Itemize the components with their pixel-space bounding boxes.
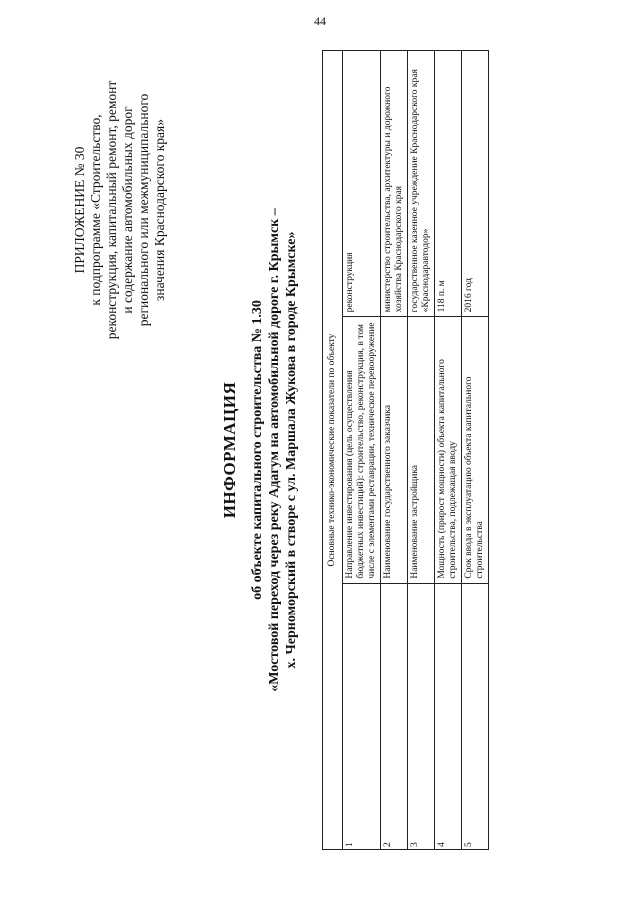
row-number: 3: [408, 583, 435, 849]
appendix-line: значения Краснодарского края»: [152, 119, 167, 301]
row-value: государственное казенное учреждение Краснодарского края «Краснодаравтодор»: [408, 51, 435, 317]
row-name: Срок ввода в эксплуатацию объекта капитального строительства: [462, 317, 489, 583]
row-name: Мощность (прирост мощности) объекта капитального строительства, подлежащая вводу: [435, 317, 462, 583]
row-number: 5: [462, 583, 489, 849]
table-row: [435, 51, 462, 850]
appendix-line: регионального или межмуниципального: [136, 93, 151, 327]
table-header-row: [323, 51, 343, 850]
row-number: 4: [435, 583, 462, 849]
object-name-line-2: х. Черноморский в створе с ул. Маршала Жукова в городе Крымске»: [284, 231, 299, 669]
appendix-header: [72, 60, 168, 360]
table-row: [381, 51, 408, 850]
indicators-table: [322, 50, 489, 850]
document-title: [220, 60, 300, 840]
page-number: 44: [314, 14, 326, 28]
row-name: Направление инвестирования (цель осуществления бюджетных инвестиций): строительство, реконструкция, в том числе с элементами реставрации, техническое перевооружение: [343, 317, 381, 583]
appendix-line: и содержание автомобильных дорог: [120, 106, 135, 314]
title-heading: ИНФОРМАЦИЯ: [220, 381, 239, 519]
row-number: 2: [381, 583, 408, 849]
title-subheading: об объекте капитального строительства № 1.30: [250, 300, 265, 600]
rotated-page-content: [40, 20, 600, 880]
row-value: реконструкция: [343, 51, 381, 317]
table-row: [462, 51, 489, 850]
row-name: Наименование застройщика: [408, 317, 435, 583]
object-name-line-1: «Мостовой переход через реку Адагум на автомобильной дороге г. Крымск –: [267, 208, 282, 692]
row-number: 1: [343, 583, 381, 849]
table-row: [343, 51, 381, 850]
appendix-line: реконструкция, капитальный ремонт, ремонт: [104, 80, 119, 340]
row-value: министерство строительства, архитектуры и дорожного хозяйства Краснодарского края: [381, 51, 408, 317]
row-name: Наименование государственного заказчика: [381, 317, 408, 583]
table-header: Основные технико-экономические показатели по объекту: [323, 51, 343, 850]
appendix-line: ПРИЛОЖЕНИЕ № 30: [72, 146, 87, 274]
table-row: [408, 51, 435, 850]
appendix-line: к подпрограмме «Строительство,: [88, 114, 103, 306]
row-value: 118 п. м: [435, 51, 462, 317]
row-value: 2016 год: [462, 51, 489, 317]
